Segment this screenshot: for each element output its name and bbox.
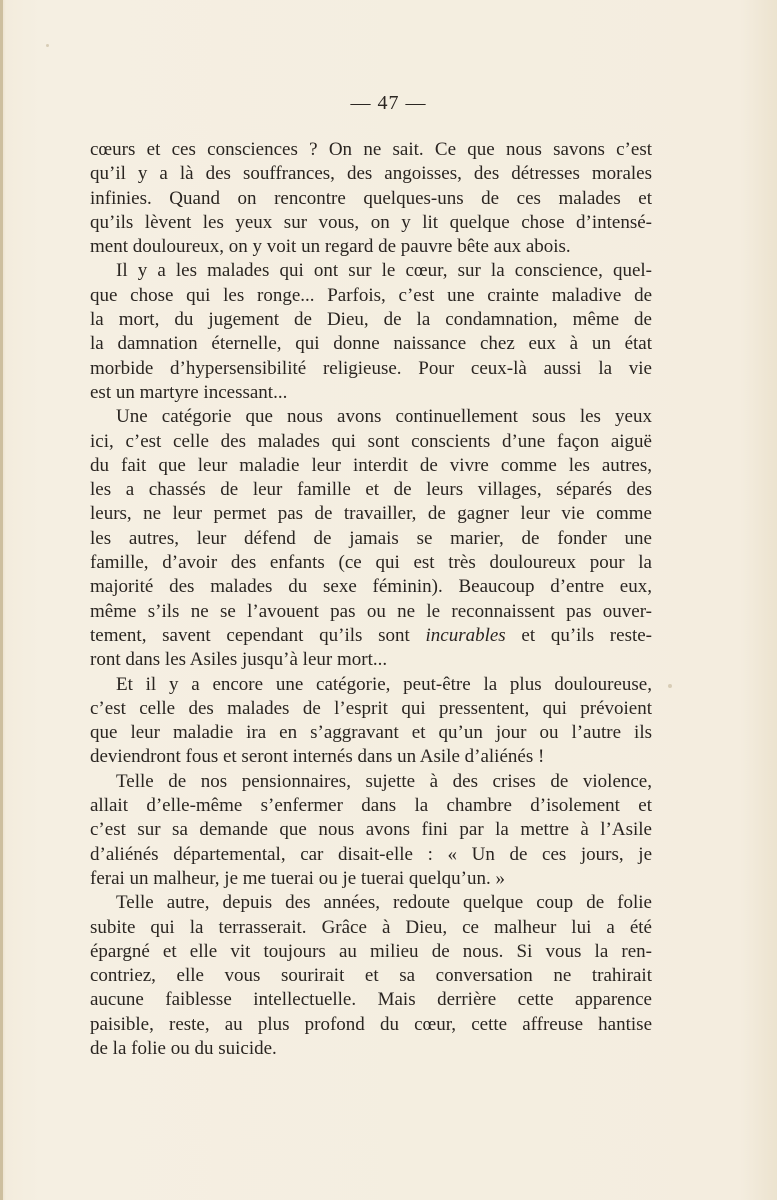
text-line: majorité des malades du sexe féminin). Beaucoup d’entre eux, xyxy=(90,576,652,598)
text-line: Il y a les malades qui ont sur le cœur, sur la conscience, quel- xyxy=(116,260,652,282)
text-line: épargné et elle vit toujours au milieu de nous. Si vous la ren- xyxy=(90,940,652,962)
text-line: famille, d’avoir des enfants (ce qui est très douloureux pour la xyxy=(90,552,652,574)
text-line: du fait que leur maladie leur interdit de vivre comme les autres, xyxy=(90,454,652,476)
text-line: la damnation éternelle, qui donne naissance chez eux à un état xyxy=(90,333,652,355)
text-line xyxy=(90,624,652,648)
text-line: qu’ils lèvent les yeux sur vous, on y lit quelque chose d’intensé- xyxy=(90,211,652,233)
text-line: que chose qui les ronge... Parfois, c’est une crainte maladive de xyxy=(90,284,652,306)
text-line: cœurs et ces consciences ? On ne sait. Ce que nous savons c’est xyxy=(90,139,652,160)
text-line: infinies. Quand on rencontre quelques-uns de ces malades et xyxy=(90,187,652,209)
text-line: contriez, elle vous sourirait et sa conversation ne trahirait xyxy=(90,965,652,987)
text-line: leurs, ne leur permet pas de travailler, de gagner leur vie comme xyxy=(90,503,652,525)
text-line: ferai un malheur, je me tuerai ou je tuerai quelqu’un. » xyxy=(90,867,505,889)
text-line: Et il y a encore une catégorie, peut-être la plus douloureuse, xyxy=(116,673,652,695)
text-line: que leur maladie ira en s’aggravant et qu’un jour ou l’autre ils xyxy=(90,722,652,744)
text-line: morbide d’hypersensibilité religieuse. Pour ceux-là aussi la vie xyxy=(90,357,652,379)
text-line: aucune faiblesse intellectuelle. Mais derrière cette apparence xyxy=(90,989,652,1011)
text-line: ront dans les Asiles jusqu’à leur mort... xyxy=(90,649,388,671)
text-line: les autres, leur défend de jamais se marier, de fonder une xyxy=(90,527,652,549)
text-line-segment: tement, savent cependant qu’ils sont xyxy=(90,624,426,646)
paper-speck xyxy=(668,684,672,688)
text-line: allait d’elle-même s’enfermer dans la chambre d’isolement et xyxy=(90,795,652,817)
text-line-segment: et qu’ils reste- xyxy=(505,624,652,646)
text-line: est un martyre incessant... xyxy=(90,381,288,403)
text-line: deviendront fous et seront internés dans un Asile d’aliénés ! xyxy=(90,746,545,768)
text-line: c’est celle des malades de l’esprit qui pressentent, qui prévoient xyxy=(90,697,652,719)
text-line: qu’il y a là des souffrances, des angoisses, des détresses morales xyxy=(90,163,652,185)
text-line: d’aliénés départemental, car disait-elle : « Un de ces jours, je xyxy=(90,843,652,865)
text-line: paisible, reste, au plus profond du cœur, cette affreuse hantise xyxy=(90,1013,652,1035)
text-line: ment douloureux, on y voit un regard de pauvre bête aux abois. xyxy=(90,236,571,258)
text-line: même s’ils ne se l’avouent pas ou ne le reconnaissent pas ouver- xyxy=(90,600,652,622)
page-edge xyxy=(0,0,3,1200)
italic-emphasis: incurables xyxy=(425,624,506,646)
text-line: ici, c’est celle des malades qui sont conscients d’une façon aiguë xyxy=(90,430,652,452)
paper-speck xyxy=(46,44,49,47)
text-line: la mort, du jugement de Dieu, de la condamnation, même de xyxy=(90,309,652,331)
text-line: de la folie ou du suicide. xyxy=(90,1037,277,1059)
page-number: — 47 — xyxy=(350,92,427,114)
text-line: Telle de nos pensionnaires, sujette à des crises de violence, xyxy=(116,770,652,792)
text-line: subite qui la terrasserait. Grâce à Dieu, ce malheur lui a été xyxy=(90,916,652,938)
text-line: Telle autre, depuis des années, redoute quelque coup de folie xyxy=(116,892,652,914)
text-line: les a chassés de leur famille et de leurs villages, séparés des xyxy=(90,479,652,501)
text-line: c’est sur sa demande que nous avons fini par la mettre à l’Asile xyxy=(90,819,652,841)
text-line: Une catégorie que nous avons continuellement sous les yeux xyxy=(116,406,652,428)
body-text xyxy=(90,138,652,1061)
